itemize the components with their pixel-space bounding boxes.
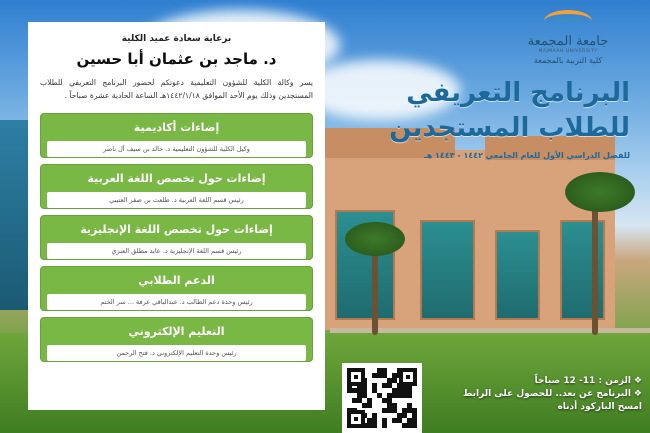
program-item-speaker: رئيس وحدة التعليم الإلكتروني د. فتح الرحمن xyxy=(47,345,306,361)
note-time: ❖الزمن : 11- 12 صباحاً xyxy=(534,376,642,386)
qr-code[interactable] xyxy=(342,363,422,433)
invitation-text: يسر وكالة الكلية للشؤون التعليمية دعوتكم لحضور البرنامج التعريفي للطلاب المستجدين وذلك يوم الأحد الموافق ١٤٤٢/١/١٨هـ الساعة الحادية عشرة صباحاً . xyxy=(40,78,313,101)
program-card xyxy=(28,22,325,410)
program-item xyxy=(40,317,313,362)
note-scan: امسح الباركود أدناه xyxy=(557,402,642,413)
patron-line: برعاية سعادة عميد الكلية xyxy=(121,34,232,44)
program-item-speaker: رئيس قسم اللغة العربية د. طلعت بن صقر العتيبي xyxy=(47,192,306,208)
headline-line-1: البرنامج التعريفي xyxy=(406,78,630,108)
program-item-speaker: رئيس قسم اللغة الإنجليزية د. عايد مطلق العنزي xyxy=(47,243,306,259)
bullet-icon: ❖ xyxy=(633,389,642,400)
qr-finder xyxy=(347,410,365,428)
program-item-title: الدعم الطلابي xyxy=(138,273,215,287)
building-glass-left xyxy=(0,120,28,310)
event-notes xyxy=(442,375,642,414)
program-item-speaker: وكيل الكلية للشؤون التعليمية د. خالد بن سيف آل ناصر xyxy=(47,141,306,157)
program-items xyxy=(40,113,313,362)
bullet-icon: ❖ xyxy=(633,376,642,386)
palm-tree xyxy=(345,222,405,256)
dean-name: د. ماجد بن عثمان أبا حسين xyxy=(76,50,277,68)
program-item xyxy=(40,164,313,209)
program-item-speaker: رئيس وحدة دعم الطالب د. عبدالباقي عرفة ... سر الختم xyxy=(47,294,306,310)
program-item-title: إضاءات حول تخصص اللغة العربية xyxy=(87,171,266,185)
program-item-title: إضاءات أكاديمية xyxy=(133,120,220,134)
semester-line: للفصل الدراسي الأول للعام الجامعي ١٤٤٢ - ١٤٤٣ هـ xyxy=(423,151,630,160)
program-item xyxy=(40,215,313,260)
program-item xyxy=(40,266,313,311)
qr-finder xyxy=(399,368,417,386)
qr-finder xyxy=(347,368,365,386)
university-name-english: MAJMAAH UNIVERSITY xyxy=(538,49,598,54)
university-name: جامعة المجمعة xyxy=(527,34,609,49)
program-item-title: التعليم الإلكتروني xyxy=(128,324,225,338)
college-name: كلية التربية بالمجمعة xyxy=(533,56,603,65)
palm-tree xyxy=(565,172,635,212)
headline-line-2: للطلاب المستجدين xyxy=(389,113,630,143)
university-emblem-icon xyxy=(544,10,592,32)
palm-tree xyxy=(592,195,598,335)
program-item xyxy=(40,113,313,158)
program-item-title: إضاءات حول تخصص اللغة الإنجليزية xyxy=(80,222,273,236)
note-remote: ❖البرنامج عن بعد.. للحصول على الرابط xyxy=(463,389,642,400)
university-logo xyxy=(508,10,628,65)
